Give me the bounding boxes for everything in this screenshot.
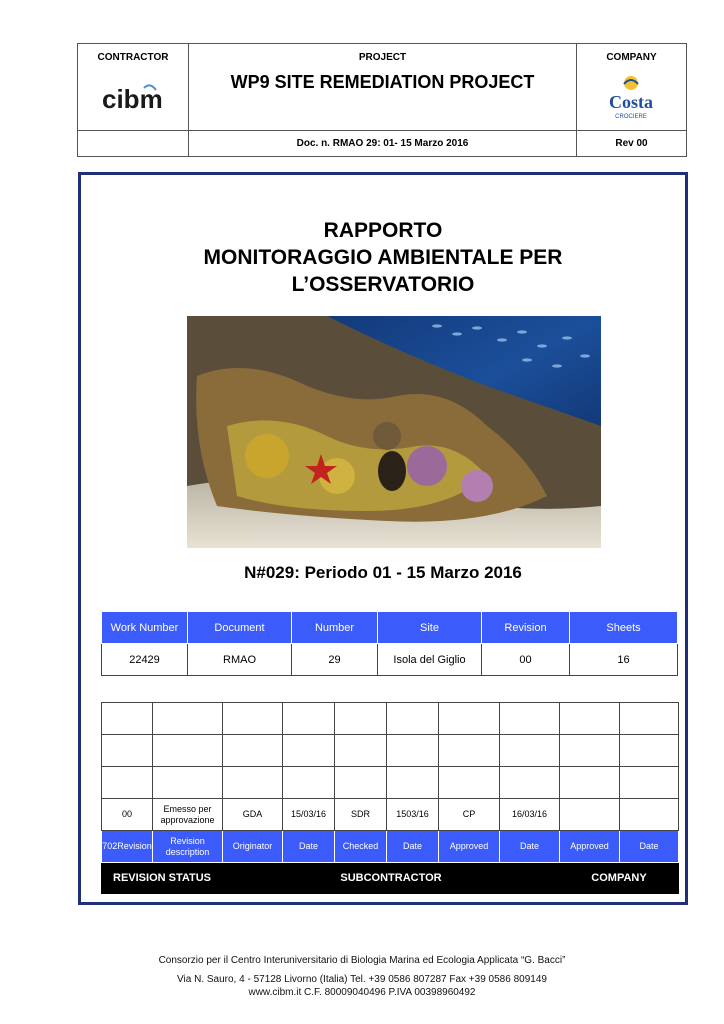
revision-header-cell: Checked (335, 831, 387, 863)
revision-header-cell: Approved (439, 831, 500, 863)
report-title (78, 217, 688, 298)
document-info-table (101, 611, 678, 676)
revision-header-cell: Originator (223, 831, 283, 863)
info-cell: 29 (292, 644, 378, 676)
revision-cell (560, 799, 620, 831)
revision-empty-row (102, 735, 679, 767)
info-header-cell: Revision (482, 612, 570, 644)
revision-cell: 00 (102, 799, 153, 831)
report-period: N#029: Periodo 01 - 15 Marzo 2016 (244, 563, 522, 582)
revision-cell: CP (439, 799, 500, 831)
revision-cell: 15/03/16 (283, 799, 335, 831)
company-label: COMPANY (606, 52, 657, 63)
info-header-cell: Work Number (102, 612, 188, 644)
info-cell: RMAO (188, 644, 292, 676)
info-cell: 00 (482, 644, 570, 676)
revision-cell: SDR (335, 799, 387, 831)
info-cell: 16 (570, 644, 678, 676)
info-header-cell: Document (188, 612, 292, 644)
info-header-cell: Sheets (570, 612, 678, 644)
revision-header-cell: Date (283, 831, 335, 863)
project-title: WP9 SITE REMEDIATION PROJECT (230, 72, 535, 92)
info-cell: Isola del Giglio (378, 644, 482, 676)
revision-header-cell: Revision description (153, 831, 223, 863)
footer-organization: Consorzio per il Centro Interuniversitario di Biologia Marina ed Ecologia Applicata “G. Bacci” (158, 955, 566, 966)
report-title-line: RAPPORTO (323, 219, 443, 242)
revision-header-cell: Date (620, 831, 679, 863)
revision-empty-row (102, 703, 679, 735)
revision-table (101, 702, 679, 894)
costa-logo-text: Costa (609, 92, 653, 112)
revision-header-cell: 702Revision (102, 831, 153, 863)
company-status-label: COMPANY (560, 863, 679, 894)
revision-header-cell: Date (500, 831, 560, 863)
info-header-row (102, 612, 678, 644)
revision-status-label: REVISION STATUS (102, 863, 223, 894)
revision-empty-row (102, 767, 679, 799)
report-title-line: L’OSSERVATORIO (291, 273, 475, 296)
info-data-row (102, 644, 678, 676)
revision-number: Rev 00 (615, 138, 648, 149)
footer-registry: www.cibm.it C.F. 80009040496 P.IVA 00398960492 (248, 987, 476, 998)
costa-logo-sub: CROCIERE (615, 114, 647, 120)
revision-cell: 1503/16 (387, 799, 439, 831)
revision-data-row (102, 799, 679, 831)
revision-status-row (102, 863, 679, 894)
footer-address: Via N. Sauro, 4 - 57128 Livorno (Italia) Tel. +39 0586 807287 Fax +39 0586 809149 (177, 974, 547, 985)
info-cell: 22429 (102, 644, 188, 676)
info-header-cell: Number (292, 612, 378, 644)
document-header (77, 43, 687, 157)
revision-header-row (102, 831, 679, 863)
report-title-line: MONITORAGGIO AMBIENTALE PER (203, 246, 563, 269)
revision-cell: Emesso per approvazione (153, 799, 223, 831)
subcontractor-label: SUBCONTRACTOR (223, 863, 560, 894)
revision-cell: 16/03/16 (500, 799, 560, 831)
cover-photo (187, 316, 601, 548)
page-footer (0, 954, 724, 999)
revision-cell: GDA (223, 799, 283, 831)
document-number: Doc. n. RMAO 29: 01- 15 Marzo 2016 (296, 138, 469, 149)
revision-header-cell: Approved (560, 831, 620, 863)
project-label: PROJECT (358, 52, 407, 63)
info-header-cell: Site (378, 612, 482, 644)
revision-header-cell: Date (387, 831, 439, 863)
costa-logo (596, 72, 666, 122)
revision-cell (620, 799, 679, 831)
cibm-logo-text: cibm (102, 84, 163, 114)
contractor-label: CONTRACTOR (97, 52, 169, 63)
header-divider (78, 130, 686, 131)
cibm-logo (100, 78, 170, 118)
